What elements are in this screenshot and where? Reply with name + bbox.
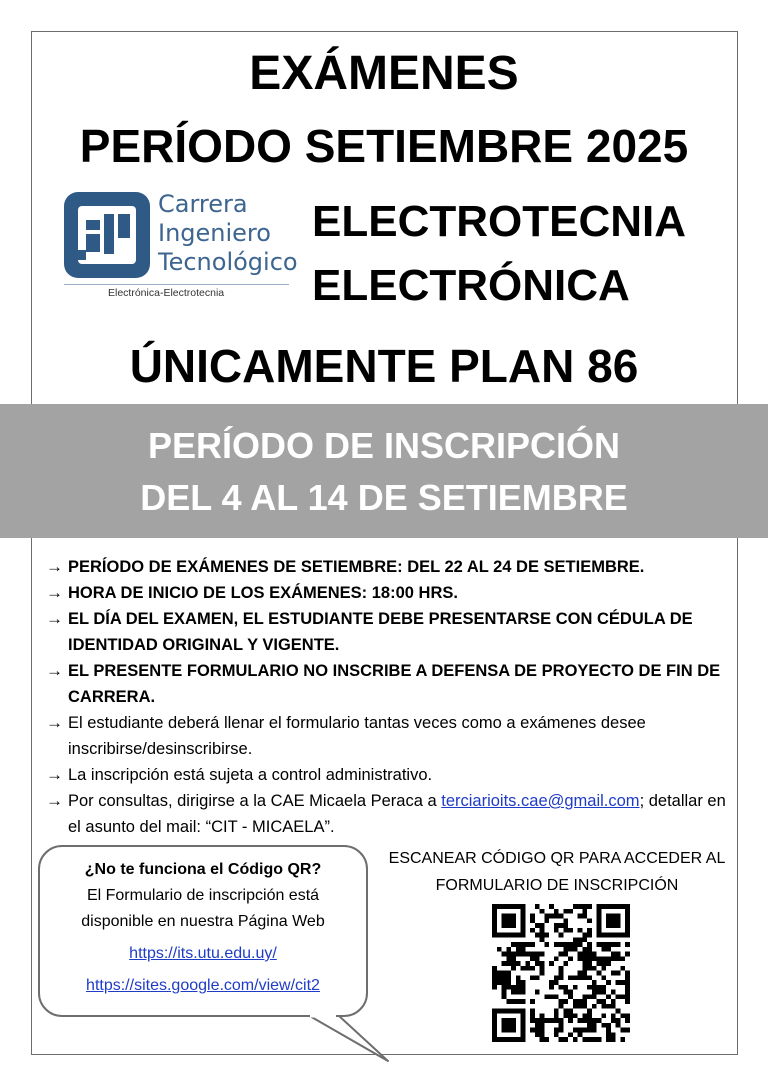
arrow-icon: → xyxy=(46,557,63,576)
list-item xyxy=(46,580,736,606)
banner-line-2: DEL 4 AL 14 DE SETIEMBRE xyxy=(140,477,628,518)
arrow-icon: → xyxy=(46,791,63,810)
logo-line-1: Carrera xyxy=(158,190,248,218)
careers-title xyxy=(312,190,686,318)
list-item xyxy=(46,788,736,840)
list-item-text: HORA DE INICIO DE LOS EXÁMENES: 18:00 HRS. xyxy=(68,584,458,602)
qr-code-icon[interactable] xyxy=(492,904,630,1042)
cit-logo xyxy=(62,190,297,305)
list-item-text xyxy=(68,788,736,840)
period-title: PERÍODO SETIEMBRE 2025 xyxy=(79,120,689,172)
callout-text-1: El Formulario de inscripción está xyxy=(86,887,320,904)
logo-line-3: Tecnológico xyxy=(158,248,298,276)
contact-subject-text: ; detallar en el asunto del mail: “CIT - MICAELA”. xyxy=(68,792,726,836)
arrow-icon: → xyxy=(46,609,63,628)
contact-email-link[interactable]: terciarioits.cae@gmail.com xyxy=(441,792,640,810)
list-item-text: PERÍODO DE EXÁMENES DE SETIEMBRE: DEL 22 AL 24 DE SETIEMBRE. xyxy=(68,558,645,576)
info-list xyxy=(46,554,736,840)
callout-text-2: disponible en nuestra Página Web xyxy=(81,913,325,930)
cit-logo-icon xyxy=(64,192,150,278)
callout-content xyxy=(38,857,368,999)
callout-title: ¿No te funciona el Código QR? xyxy=(84,861,322,878)
list-item xyxy=(46,606,736,658)
arrow-icon: → xyxy=(46,661,63,680)
list-item-text: EL DÍA DEL EXAMEN, EL ESTUDIANTE DEBE PRESENTARSE CON CÉDULA DE IDENTIDAD ORIGINAL Y VIGENTE. xyxy=(68,610,693,654)
logo-wordmark xyxy=(158,190,298,277)
logo-line-2: Ingeniero xyxy=(158,219,271,247)
logo-subtitle: Electrónica-Electrotecnia xyxy=(108,287,225,299)
banner-line-1: PERÍODO DE INSCRIPCIÓN xyxy=(147,425,621,466)
arrow-icon: → xyxy=(46,713,63,732)
list-item xyxy=(46,710,736,762)
registration-period-banner xyxy=(0,404,768,538)
qr-caption xyxy=(372,845,742,899)
career-electrotecnia: ELECTROTECNIA xyxy=(312,197,686,246)
list-item xyxy=(46,554,736,580)
arrow-icon: → xyxy=(46,765,63,784)
plan-title: ÚNICAMENTE PLAN 86 xyxy=(129,340,639,392)
list-item xyxy=(46,658,736,710)
qr-caption-line-1: ESCANEAR CÓDIGO QR PARA ACCEDER AL xyxy=(388,850,726,867)
contact-text: Por consultas, dirigirse a la CAE Micaela Peraca a xyxy=(68,792,442,810)
qr-caption-line-2: FORMULARIO DE INSCRIPCIÓN xyxy=(435,877,679,894)
arrow-icon: → xyxy=(46,583,63,602)
website-link-sites[interactable]: https://sites.google.com/view/cit2 xyxy=(86,977,320,994)
list-item-text: El estudiante deberá llenar el formulario tantas veces como a exámenes desee inscribirse/desinscribirse. xyxy=(68,714,646,758)
logo-divider xyxy=(64,284,289,285)
list-item xyxy=(46,762,736,788)
qr-help-callout xyxy=(38,845,368,1017)
list-item-text: La inscripción está sujeta a control administrativo. xyxy=(68,766,433,784)
career-electronica: ELECTRÓNICA xyxy=(312,261,630,310)
list-item-text: EL PRESENTE FORMULARIO NO INSCRIBE A DEFENSA DE PROYECTO DE FIN DE CARRERA. xyxy=(68,662,721,706)
page-title: EXÁMENES xyxy=(249,47,519,100)
website-link-its[interactable]: https://its.utu.edu.uy/ xyxy=(129,945,277,962)
